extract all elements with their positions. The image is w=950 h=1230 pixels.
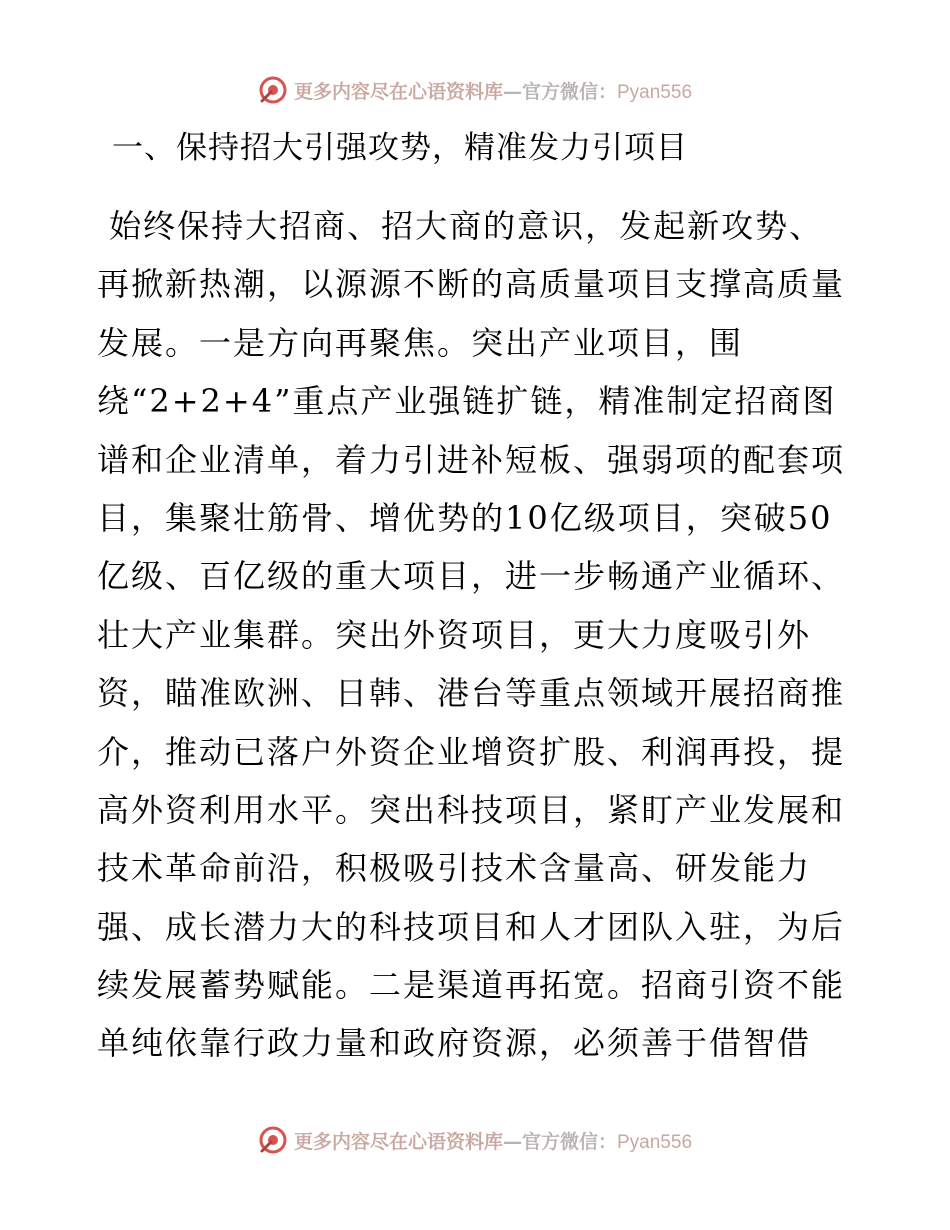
section-heading: 一、保持招大引强攻势，精准发力引项目 xyxy=(112,130,688,166)
paragraph-line: 续发展蓄势赋能。二是渠道再拓宽。招商引资不能 xyxy=(97,966,846,1005)
paragraph-line: 高外资利用水平。突出科技项目，紧盯产业发展和 xyxy=(97,790,846,829)
paragraph-line: 壮大产业集群。突出外资项目，更大力度吸引外 xyxy=(97,615,812,654)
paragraph-line: 强、成长潜力大的科技项目和人才团队入驻，为后 xyxy=(97,907,846,946)
banner-wechat-id: Pyan556 xyxy=(617,1131,693,1153)
header-banner xyxy=(0,72,950,108)
paragraph-line: 介，推动已落户外资企业增资扩股、利润再投，提 xyxy=(97,732,846,771)
paragraph-line: 发展。一是方向再聚焦。突出产业项目，围 xyxy=(97,323,744,362)
banner-wechat-label: 官方微信： xyxy=(521,1130,617,1153)
banner-wechat-label: 官方微信： xyxy=(521,80,617,103)
footer-banner xyxy=(0,1122,950,1158)
paragraph-line: 亿级、百亿级的重大项目，进一步畅通产业循环、 xyxy=(97,557,846,596)
paragraph-line: 技术革命前沿，积极吸引技术含量高、研发能力 xyxy=(97,849,812,888)
paragraph-line: 资，瞄准欧洲、日韩、港台等重点领域开展招商推 xyxy=(97,674,846,713)
body-paragraph xyxy=(97,197,857,1073)
paragraph-line: 绕“2+2+4”重点产业强链扩链，精准制定招商图 xyxy=(97,382,837,421)
paragraph-line: 单纯依靠行政力量和政府资源，必须善于借智借 xyxy=(97,1024,812,1063)
banner-separator: — xyxy=(502,1130,522,1153)
banner-wechat-id: Pyan556 xyxy=(617,81,693,103)
banner-title: 更多内容尽在心语资料库 xyxy=(293,1130,503,1153)
paragraph-line: 谱和企业清单，着力引进补短板、强弱项的配套项 xyxy=(97,440,846,479)
logo-icon xyxy=(258,1125,288,1155)
paragraph-line: 目，集聚壮筋骨、增优势的10亿级项目，突破50 xyxy=(97,498,833,537)
paragraph-line: 再掀新热潮，以源源不断的高质量项目支撑高质量 xyxy=(97,265,846,304)
banner-separator: — xyxy=(502,80,522,103)
paragraph-line: 始终保持大招商、招大商的意识，发起新攻势、 xyxy=(97,207,824,245)
banner-title: 更多内容尽在心语资料库 xyxy=(293,80,503,103)
logo-icon xyxy=(258,75,288,105)
